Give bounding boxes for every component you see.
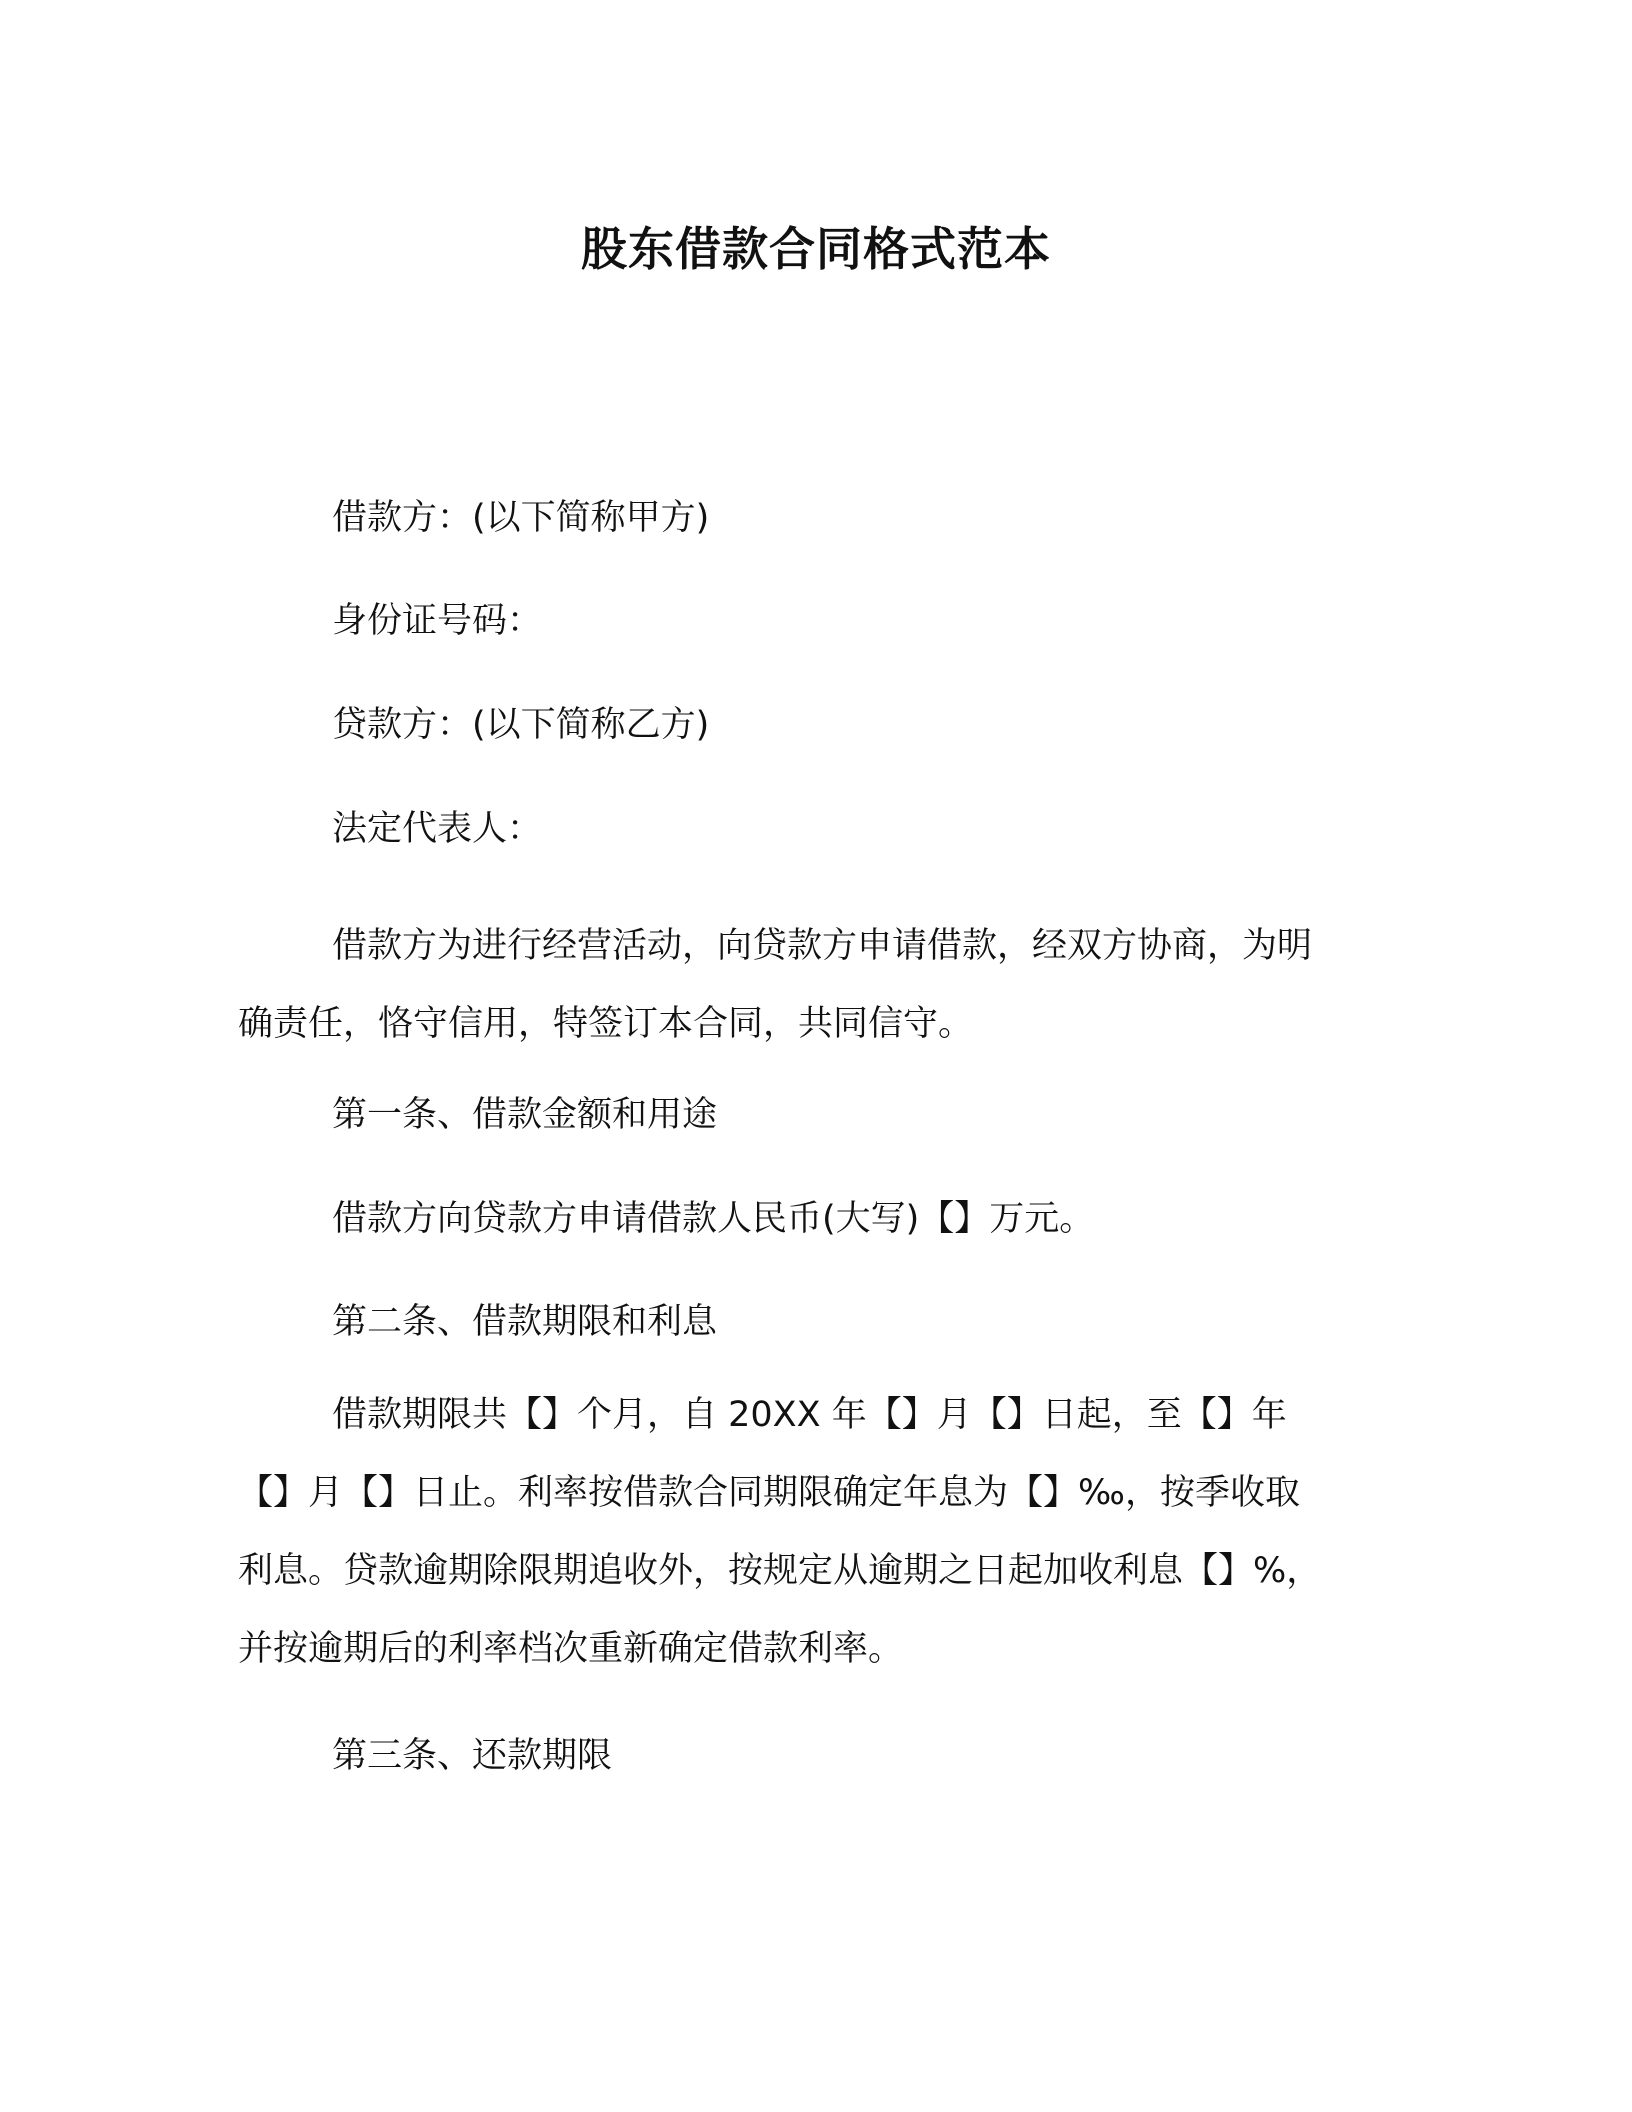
article2-line-2: 【】月【】日止。利率按借款合同期限确定年息为【】‰，按季收取 [238,1473,1300,1513]
article2-heading: 第二条、借款期限和利息 [332,1302,718,1342]
intro-line-2: 确责任，恪守信用，特签订本合同，共同信守。 [238,1004,974,1044]
article1-heading: 第一条、借款金额和用途 [332,1095,718,1135]
borrower-line: 借款方：(以下简称甲方) [332,498,710,538]
article2-line-3: 利息。贷款逾期除限期追收外，按规定从逾期之日起加收利息【】%， [238,1551,1322,1591]
article2-line-1: 借款期限共【】个月，自 20XX 年【】月【】日起，至【】年 [332,1395,1287,1435]
intro-line-1: 借款方为进行经营活动，向贷款方申请借款，经双方协商，为明 [332,926,1313,966]
id-number-line: 身份证号码： [332,601,543,641]
intro-paragraph [238,907,1378,1063]
article2-paragraph [238,1376,1378,1688]
article2-line-4: 并按逾期后的利率档次重新确定借款利率。 [238,1629,904,1669]
lender-line: 贷款方：(以下简称乙方) [332,705,710,745]
legal-rep-line: 法定代表人： [332,809,543,849]
article1-text: 借款方向贷款方申请借款人民币(大写)【】万元。 [332,1199,1095,1239]
document-title: 股东借款合同格式范本 [581,222,1051,276]
article3-heading: 第三条、还款期限 [332,1736,613,1776]
